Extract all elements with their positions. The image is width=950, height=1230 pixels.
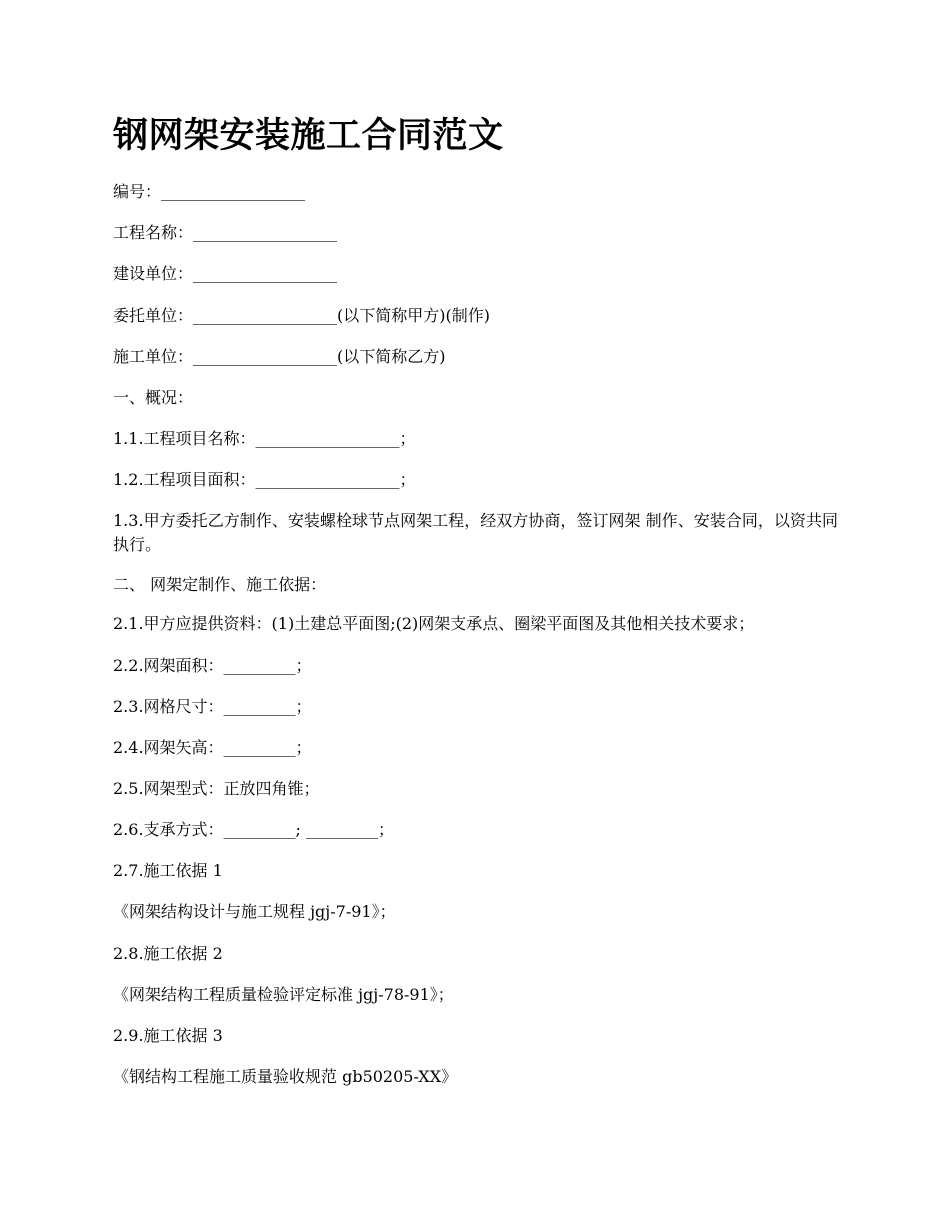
clause-2-5: 2.5.网架型式：正放四角锥； (113, 779, 320, 798)
construction-unit-line: 建设单位：__________________ (113, 264, 338, 283)
clause-2-1: 2.1.甲方应提供资料：(1)土建总平面图;(2)网架支承点、圈梁平面图及其他相关技术要求； (113, 614, 755, 633)
standard-reference-1: 《网架结构设计与施工规程 jgj-7-91》； (113, 902, 396, 921)
commissioning-unit-line: 委托单位：__________________(以下简称甲方)(制作) (113, 306, 490, 325)
section-heading-basis: 二、 网架定制作、施工依据： (113, 575, 327, 594)
standard-reference-3: 《钢结构工程施工质量验收规范 gb50205-XX》 (113, 1067, 458, 1086)
section-heading-overview: 一、概况： (113, 388, 194, 407)
clause-2-3: 2.3.网格尺寸：_________； (113, 697, 312, 716)
standard-reference-2: 《网架结构工程质量检验评定标准 jgj-78-91》； (113, 985, 454, 1004)
clause-2-9: 2.9.施工依据 3 (113, 1026, 223, 1045)
clause-1-3: 1.3.甲方委托乙方制作、安装螺栓球节点网架工程，经双方协商，签订网架 制作、安装合同，以资共同执行。 (113, 511, 838, 554)
clause-2-8: 2.8.施工依据 2 (113, 944, 223, 963)
clause-2-2: 2.2.网架面积：_________； (113, 656, 312, 675)
clause-2-6: 2.6.支承方式：_________; _________； (113, 820, 395, 839)
document-title: 钢网架安装施工合同范文 (113, 115, 504, 156)
contractor-unit-line: 施工单位：__________________(以下简称乙方) (113, 347, 446, 366)
clause-1-1: 1.1.工程项目名称：__________________； (113, 429, 416, 448)
contract-number-line: 编号：__________________ (113, 182, 306, 201)
clause-2-4: 2.4.网架矢高：_________； (113, 738, 312, 757)
clause-2-7: 2.7.施工依据 1 (113, 861, 223, 880)
clause-1-2: 1.2.工程项目面积：__________________； (113, 470, 416, 489)
project-name-line: 工程名称：__________________ (113, 223, 338, 242)
